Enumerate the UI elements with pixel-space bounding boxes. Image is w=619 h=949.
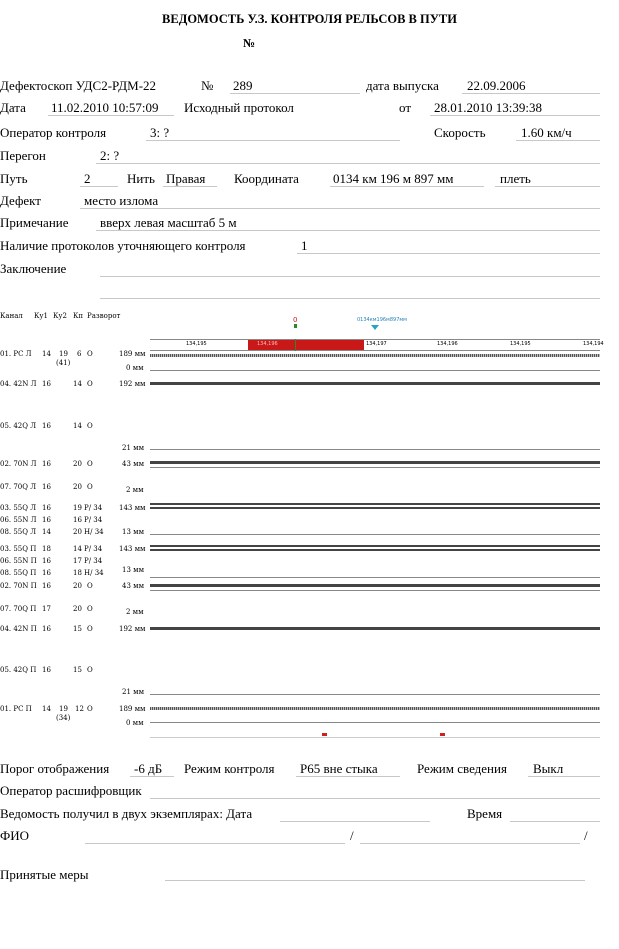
col-ku2: Ку2: [53, 312, 67, 320]
trace-70n-right: [150, 584, 600, 587]
channel-ku1: 16: [42, 582, 51, 590]
channel-name: 06. 55N Л: [0, 516, 37, 524]
rail-value: Правая: [166, 171, 206, 186]
no-value: 289: [233, 78, 253, 93]
track-value: 2: [84, 171, 91, 186]
speed-label: Скорость: [434, 125, 486, 140]
channel-name: 05. 42Q Л: [0, 422, 37, 430]
channel-turn: Н/ 34: [84, 528, 104, 536]
channel-name: 07. 70Q П: [0, 605, 37, 613]
channel-ku1: 16: [42, 504, 51, 512]
channel-turn: О: [87, 380, 93, 388]
scale-tick-3: 134,197: [366, 341, 387, 347]
channel-turn: О: [87, 605, 93, 613]
channel-kp: 20: [73, 460, 82, 468]
channel-kp: 20: [73, 483, 82, 491]
defect-line: [295, 339, 296, 351]
channel-kp: 15: [73, 666, 82, 674]
channel-name: 04. 42N П: [0, 625, 37, 633]
channel-ku1: 16: [42, 380, 51, 388]
channel-name: 05. 42Q П: [0, 666, 37, 674]
channel-ku1: 16: [42, 666, 51, 674]
channel-name: 01. РС Л: [0, 350, 32, 358]
conclusion-label: Заключение: [0, 261, 67, 276]
defectoscope-label: Дефектоскоп УДС2-РДМ-22: [0, 78, 157, 93]
channel-kp: 16: [73, 516, 82, 524]
channel-ku2: 19: [59, 350, 68, 358]
trace-rs-left-top: [150, 354, 600, 357]
operator-decode-label: Оператор расшифровщик: [0, 783, 142, 798]
defect-marker-icon: [294, 324, 297, 328]
channel-turn: О: [87, 625, 93, 633]
scale-tick-6: 134,194: [583, 341, 604, 347]
trace-55q-right: [150, 545, 600, 547]
channel-ku1: 18: [42, 545, 51, 553]
from-label: от: [399, 100, 412, 115]
channel-name: 03. 55Q П: [0, 545, 37, 553]
channel-ku1: 16: [42, 516, 51, 524]
channel-name: 08. 55Q П: [0, 569, 37, 577]
channel-ku2: 19: [59, 705, 68, 713]
channel-depth: 143 мм: [119, 545, 146, 553]
protocols-label: Наличие протоколов уточняющего контроля: [0, 238, 246, 253]
defect-echo: [322, 733, 327, 736]
channel-kp: 6: [77, 350, 82, 358]
channel-kp: 19: [73, 504, 82, 512]
channel-depth: 21 мм: [122, 444, 145, 452]
channel-depth2: 0 мм: [126, 364, 144, 372]
coord-value: 0134 км 196 м 897 мм: [333, 171, 454, 186]
info-value: Выкл: [533, 761, 564, 776]
title-number-sign: №: [243, 36, 256, 50]
defect-echo: [440, 733, 445, 736]
scale-tick-5: 134,195: [510, 341, 531, 347]
channel-name: 01. РС П: [0, 705, 32, 713]
fio-slash-1: /: [350, 828, 354, 843]
protocol-label: Исходный протокол: [184, 100, 294, 115]
channel-ku1: 14: [42, 705, 51, 713]
date-value: 11.02.2010 10:57:09: [51, 100, 159, 115]
protocols-value: 1: [301, 238, 308, 253]
page-title: ВЕДОМОСТЬ У.З. КОНТРОЛЯ РЕЛЬСОВ В ПУТИ: [162, 12, 457, 26]
channel-ku1: 14: [42, 350, 51, 358]
channel-kp: 14: [73, 380, 82, 388]
channel-ku1: 16: [42, 625, 51, 633]
channel-name: 06. 55N П: [0, 557, 37, 565]
speed-value: 1.60 км/ч: [521, 125, 572, 140]
channel-depth: 2 мм: [126, 486, 144, 494]
track-label: Путь: [0, 171, 28, 186]
channel-kp: 20: [73, 605, 82, 613]
channel-ku1: 16: [42, 460, 51, 468]
channel-turn: О: [87, 460, 93, 468]
coord-label: Координата: [234, 171, 299, 186]
mode-value: Р65 вне стыка: [300, 761, 378, 776]
rail-label: Нить: [127, 171, 155, 186]
channel-turn: Р/ 34: [84, 516, 103, 524]
channel-kp: 14: [73, 545, 82, 553]
scale-tick-4: 134,196: [437, 341, 458, 347]
scale-tick-1: 134,195: [186, 341, 207, 347]
channel-turn: О: [87, 705, 93, 713]
fio-label: ФИО: [0, 828, 30, 843]
release-value: 22.09.2006: [467, 78, 526, 93]
channel-ku1: 16: [42, 557, 51, 565]
channel-ku1: 16: [42, 483, 51, 491]
channel-ku1: 16: [42, 569, 51, 577]
channel-ku1: 14: [42, 528, 51, 536]
trace-70n-left: [150, 461, 600, 464]
from-value: 28.01.2010 13:39:38: [434, 100, 542, 115]
operator-label: Оператор контроля: [0, 125, 107, 140]
trace-rs-right-top: [150, 707, 600, 710]
channel-name: 04. 42N Л: [0, 380, 37, 388]
mode-label: Режим контроля: [184, 761, 275, 776]
trace-42n-right: [150, 627, 600, 630]
channel-kp: 17: [73, 557, 82, 565]
defect-marker-label: 0: [293, 316, 298, 324]
channel-depth: 189 мм: [119, 350, 146, 358]
channel-kp: 18: [73, 569, 82, 577]
channel-kp: 20: [73, 582, 82, 590]
channel-depth: 192 мм: [119, 380, 146, 388]
no-label: №: [201, 78, 214, 93]
col-kp: Кп: [73, 312, 84, 320]
channel-name: 07. 70Q Л: [0, 483, 37, 491]
col-channel: Канал: [0, 312, 23, 320]
channel-depth: 43 мм: [122, 460, 145, 468]
note-value: вверх левая масштаб 5 м: [100, 215, 237, 230]
time-label: Время: [467, 806, 503, 821]
operator-value: 3: ?: [150, 125, 170, 140]
channel-kp: 14: [73, 422, 82, 430]
received-label: Ведомость получил в двух экземплярах: Дата: [0, 806, 253, 821]
channel-name: 02. 70N Л: [0, 460, 37, 468]
channel-depth2: 0 мм: [126, 719, 144, 727]
date-label: Дата: [0, 100, 26, 115]
weld-value: плеть: [500, 171, 531, 186]
release-label: дата выпуска: [366, 78, 439, 93]
channel-ku1: 17: [42, 605, 51, 613]
defect-label: Дефект: [0, 193, 41, 208]
stretch-value: 2: ?: [100, 148, 120, 163]
channel-kp: 20: [73, 528, 82, 536]
fio-slash-2: /: [584, 828, 588, 843]
trace-42n-left: [150, 382, 600, 385]
channel-turn: О: [87, 350, 93, 358]
channel-turn: О: [87, 582, 93, 590]
channel-ku2b: (34): [56, 714, 71, 722]
threshold-value: -6 дБ: [134, 761, 163, 776]
channel-depth: 2 мм: [126, 608, 144, 616]
trace-55q-left: [150, 503, 600, 505]
channel-turn: О: [87, 666, 93, 674]
channel-turn: О: [87, 422, 93, 430]
channel-name: 08. 55Q Л: [0, 528, 37, 536]
channel-kp: 12: [75, 705, 84, 713]
channel-ku1: 16: [42, 422, 51, 430]
channel-turn: О: [87, 483, 93, 491]
channel-depth: 13 мм: [122, 528, 145, 536]
channel-depth: 13 мм: [122, 566, 145, 574]
channel-depth: 192 мм: [119, 625, 146, 633]
scale-tick-2: 134,196: [257, 341, 278, 347]
channel-turn: Р/ 34: [84, 545, 103, 553]
col-ku1: Ку1: [34, 312, 48, 320]
channel-depth: 21 мм: [122, 688, 145, 696]
channel-turn: Н/ 34: [84, 569, 104, 577]
channel-depth: 143 мм: [119, 504, 146, 512]
stretch-label: Перегон: [0, 148, 46, 163]
channel-name: 03. 55Q Л: [0, 504, 37, 512]
channel-turn: Р/ 34: [84, 504, 103, 512]
channel-name: 02. 70N П: [0, 582, 37, 590]
threshold-label: Порог отображения: [0, 761, 110, 776]
channel-depth: 189 мм: [119, 705, 146, 713]
defect-value: место излома: [84, 193, 159, 208]
note-label: Примечание: [0, 215, 69, 230]
coord-marker-icon: [371, 325, 379, 330]
coord-marker-label: 0134км196м897мм: [357, 317, 407, 323]
measures-label: Принятые меры: [0, 867, 89, 882]
info-label: Режим сведения: [417, 761, 507, 776]
channel-turn: Р/ 34: [84, 557, 103, 565]
channel-depth: 43 мм: [122, 582, 145, 590]
channel-kp: 15: [73, 625, 82, 633]
channel-ku2b: (41): [56, 359, 71, 367]
col-turn: Разворот: [87, 312, 121, 320]
